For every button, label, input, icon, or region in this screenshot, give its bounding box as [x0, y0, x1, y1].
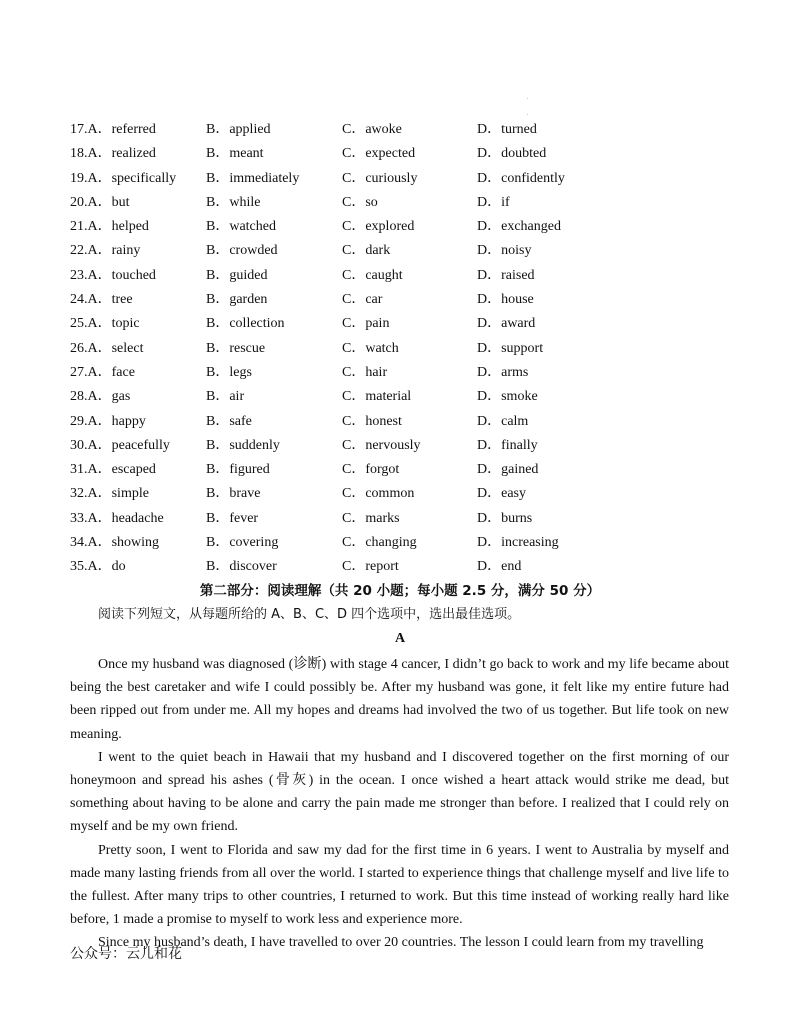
question-row: [70, 363, 730, 387]
option-d: D．raised: [477, 267, 535, 283]
question-row: [70, 509, 730, 533]
question-row: [70, 436, 730, 460]
question-number: 33.: [70, 510, 88, 526]
option-b: B．brave: [206, 486, 261, 502]
option-d: D．noisy: [477, 243, 532, 259]
question-number: 29.: [70, 413, 88, 429]
question-number-option-a: [70, 387, 130, 407]
option-a: A．happy: [87, 413, 146, 429]
passage-paragraph: I went to the quiet beach in Hawaii that my husband and I discovered together on the first morning of our honeymoon and spread his ashes (骨灰) in the ocean. I once wished a heart attack would strike me dead, but something about having to be alone and carry the pain made me stronger than before. I realized that I could rely on myself and be my own friend.: [70, 749, 729, 835]
question-number-option-a: [70, 363, 135, 383]
question-number: 19.: [70, 170, 88, 186]
option-b: B．while: [206, 194, 261, 210]
passage-paragraph: Once my husband was diagnosed (诊断) with stage 4 cancer, I didn’t go back to work and my life became about being the best caretaker and wife I could possibly be. After my husband was gone, it felt like my entire future had been ripped out from under me. All my hopes and dreams had involved the two of us together. But life took on new meaning.: [70, 657, 729, 742]
question-number-option-a: [70, 509, 164, 529]
option-b: B．legs: [206, 364, 252, 380]
option-c: C．watch: [342, 340, 399, 356]
option-a: A．select: [87, 340, 144, 356]
question-number: 34.: [70, 535, 88, 551]
option-a: A．tree: [87, 292, 133, 308]
question-row: [70, 266, 730, 290]
question-number: 32.: [70, 486, 88, 502]
question-row: [70, 533, 730, 557]
option-a: A．topic: [87, 316, 140, 332]
question-row: [70, 412, 730, 436]
option-a: A．touched: [87, 267, 156, 283]
option-b: B．suddenly: [206, 437, 280, 453]
question-row: [70, 120, 730, 144]
option-b: B．collection: [206, 316, 285, 332]
option-c: C．nervously: [342, 437, 421, 453]
option-b: B．discover: [206, 559, 277, 575]
question-number-option-a: [70, 484, 149, 504]
option-b: B．watched: [206, 219, 276, 235]
question-number: 35.: [70, 559, 88, 575]
question-row: [70, 460, 730, 484]
option-a: A．do: [87, 559, 126, 575]
option-c: C．honest: [342, 413, 402, 429]
question-number: 26.: [70, 340, 88, 356]
question-row: [70, 290, 730, 314]
question-row: [70, 339, 730, 363]
option-c: C．material: [342, 389, 412, 405]
question-row: [70, 484, 730, 508]
option-c: C．marks: [342, 510, 400, 526]
option-c: C．report: [342, 559, 399, 575]
question-number-option-a: [70, 120, 156, 140]
question-number-option-a: [70, 241, 140, 261]
option-c: C．so: [342, 194, 378, 210]
page-marks: . .: [527, 95, 529, 117]
option-b: B．crowded: [206, 243, 278, 259]
passage-text: [70, 653, 729, 955]
question-number: 17.: [70, 122, 88, 137]
option-b: B．guided: [206, 267, 268, 283]
question-number-option-a: [70, 144, 156, 164]
option-d: D．support: [477, 340, 544, 356]
question-number: 27.: [70, 364, 88, 380]
option-a: A．headache: [87, 510, 164, 526]
section-instruction: 阅读下列短文，从每题所给的 A、B、C、D 四个选项中，选出最佳选项。: [98, 607, 521, 622]
question-row: [70, 193, 730, 217]
passage-paragraph: Since my husband’s death, I have travelled to over 20 countries. The lesson I could learn from my travelling: [98, 935, 704, 951]
option-a: A．simple: [87, 486, 149, 502]
option-a: A．but: [87, 194, 130, 210]
option-d: D．if: [477, 194, 510, 210]
option-d: D．doubted: [477, 146, 547, 162]
question-number: 22.: [70, 243, 88, 259]
option-a: A．referred: [87, 122, 156, 137]
question-number-option-a: [70, 266, 156, 286]
option-a: A．helped: [87, 219, 149, 235]
option-c: C．dark: [342, 243, 391, 259]
option-c: C．hair: [342, 364, 388, 380]
option-a: A．gas: [87, 389, 131, 405]
question-number-option-a: [70, 436, 170, 456]
question-number-option-a: [70, 412, 146, 432]
question-row: [70, 557, 730, 581]
option-c: C．changing: [342, 535, 417, 551]
question-row: [70, 387, 730, 411]
option-a: A．realized: [87, 146, 156, 162]
question-number: 25.: [70, 316, 88, 332]
question-number-option-a: [70, 533, 159, 553]
option-a: A．specifically: [87, 170, 177, 186]
passage-label: A: [394, 631, 406, 646]
option-d: D．gained: [477, 462, 539, 478]
question-number: 31.: [70, 462, 88, 478]
option-a: A．rainy: [87, 243, 141, 259]
option-d: D．award: [477, 316, 536, 332]
question-row: [70, 169, 730, 193]
passage-paragraph: Pretty soon, I went to Florida and saw my dad for the first time in 6 years. I went to Australia by myself and made many lasting friends from all over the world. I started to experience things that challenge myself and live life to the fullest. After many trips to other countries, I returned to work. But this time instead of working really hard like before, 1 made a promise to myself to work less and experience more.: [70, 842, 729, 928]
option-a: A．escaped: [87, 462, 156, 478]
option-c: C．common: [342, 486, 415, 502]
option-c: C．curiously: [342, 170, 418, 186]
question-number-option-a: [70, 217, 149, 237]
footer-account: 公众号：云儿和花: [70, 946, 182, 962]
section-title: 第二部分：阅读理解（共 20 小题；每小题 2.5 分，满分 50 分）: [199, 583, 601, 599]
option-c: C．forgot: [342, 462, 400, 478]
question-row: [70, 314, 730, 338]
question-number: 20.: [70, 194, 88, 210]
option-d: D．exchanged: [477, 219, 561, 235]
question-number-option-a: [70, 290, 133, 310]
option-b: B．immediately: [206, 170, 300, 186]
option-b: B．rescue: [206, 340, 266, 356]
option-d: D．house: [477, 292, 534, 308]
option-d: D．burns: [477, 510, 533, 526]
option-a: A．face: [87, 364, 135, 380]
question-number-option-a: [70, 169, 176, 189]
option-b: B．applied: [206, 122, 271, 137]
question-number: 30.: [70, 437, 88, 453]
option-c: C．pain: [342, 316, 390, 332]
question-number-option-a: [70, 314, 140, 334]
option-d: D．arms: [477, 364, 529, 380]
option-c: C．expected: [342, 146, 416, 162]
question-number: 21.: [70, 219, 88, 235]
option-b: B．safe: [206, 413, 252, 429]
question-number: 18.: [70, 146, 88, 162]
option-b: B．figured: [206, 462, 270, 478]
option-d: D．end: [477, 559, 522, 575]
option-b: B．covering: [206, 535, 279, 551]
question-row: [70, 241, 730, 265]
question-row: [70, 217, 730, 241]
option-c: C．car: [342, 292, 383, 308]
option-d: D．calm: [477, 413, 529, 429]
question-number: 23.: [70, 267, 88, 283]
option-c: C．caught: [342, 267, 403, 283]
option-d: D．finally: [477, 437, 538, 453]
option-c: C．awoke: [342, 122, 402, 137]
question-number: 24.: [70, 292, 88, 308]
question-number-option-a: [70, 339, 143, 359]
option-d: D．turned: [477, 122, 537, 137]
option-c: C．explored: [342, 219, 415, 235]
option-d: D．easy: [477, 486, 526, 502]
option-b: B．air: [206, 389, 245, 405]
option-d: D．smoke: [477, 389, 538, 405]
question-number-option-a: [70, 460, 156, 480]
option-a: A．peacefully: [87, 437, 170, 453]
option-a: A．showing: [87, 535, 160, 551]
question-number-option-a: [70, 193, 130, 213]
question-row: [70, 144, 730, 168]
cloze-options: [70, 120, 730, 582]
option-b: B．fever: [206, 510, 259, 526]
option-d: D．confidently: [477, 170, 565, 186]
option-d: D．increasing: [477, 535, 559, 551]
question-number-option-a: [70, 557, 126, 577]
question-number: 28.: [70, 389, 88, 405]
option-b: B．garden: [206, 292, 268, 308]
option-b: B．meant: [206, 146, 264, 162]
